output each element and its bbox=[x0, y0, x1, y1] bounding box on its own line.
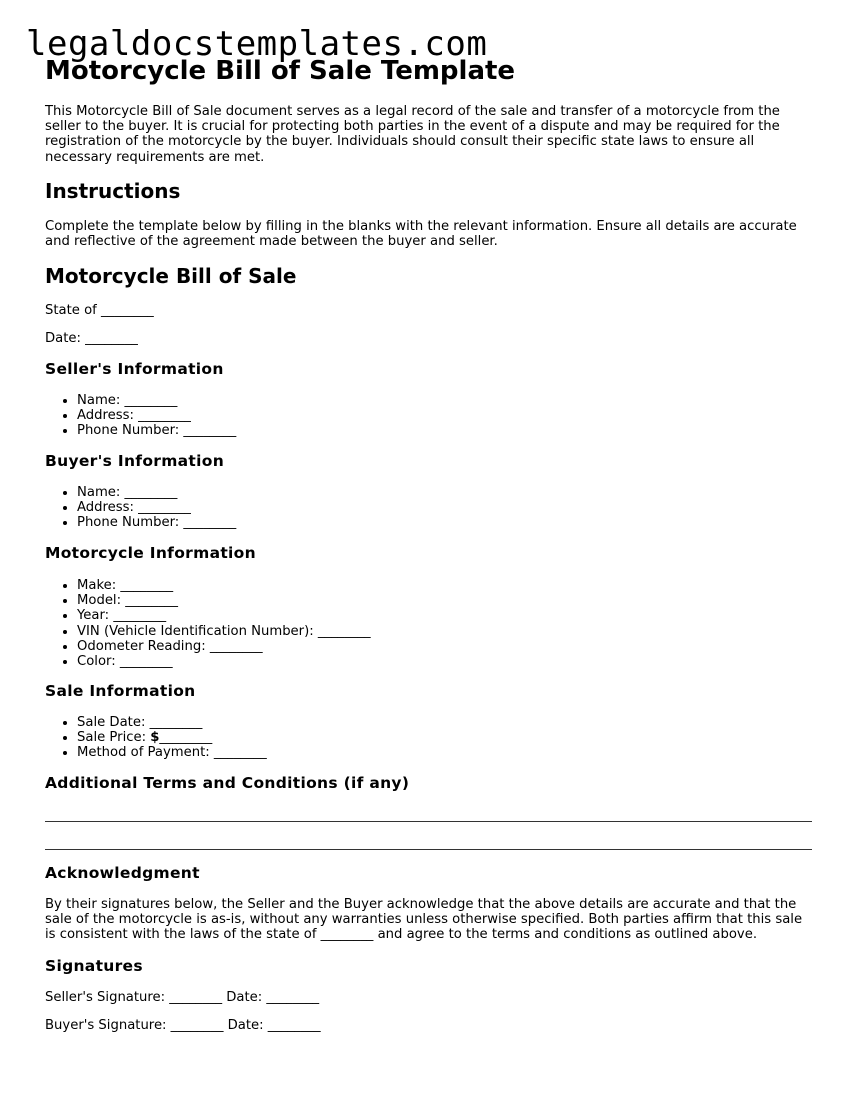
make-field: • Make: ________ bbox=[77, 578, 371, 593]
sale-price-label: Sale Price: bbox=[77, 730, 151, 746]
terms-heading: Additional Terms and Conditions (if any) bbox=[45, 774, 410, 792]
date-field: Date: ________ bbox=[45, 331, 138, 346]
bill-heading: Motorcycle Bill of Sale bbox=[45, 264, 297, 288]
buyer-heading: Buyer's Information bbox=[45, 452, 225, 470]
seller-signature-line: Seller's Signature: ________ Date: ________ bbox=[45, 990, 320, 1005]
buyer-phone-field: • Phone Number: ________ bbox=[77, 515, 236, 530]
sale-list bbox=[45, 715, 267, 761]
seller-list bbox=[45, 393, 236, 439]
payment-method-field: • Method of Payment: ________ bbox=[77, 745, 267, 760]
buyer-name-field: • Name: ________ bbox=[77, 485, 236, 500]
terms-line-1 bbox=[45, 821, 812, 822]
acknowledgment-heading: Acknowledgment bbox=[45, 864, 200, 882]
sale-price-field bbox=[77, 730, 267, 745]
signatures-heading: Signatures bbox=[45, 957, 143, 975]
seller-address-field: • Address: ________ bbox=[77, 408, 236, 423]
site-watermark: legaldocstemplates.com bbox=[26, 24, 488, 64]
dollar-sign: $ bbox=[150, 730, 160, 746]
instructions-paragraph: Complete the template below by filling in the blanks with the relevant information. Ensure all details are accurate and reflective of the agreement made between the buyer and seller. bbox=[45, 219, 797, 250]
sale-price-blank: ________ bbox=[159, 730, 213, 746]
intro-paragraph: This Motorcycle Bill of Sale document serves as a legal record of the sale and transfer of a motorcycle from the seller to the buyer. It is crucial for protecting both parties in the event of a dispute and may be required for the registration of the motorcycle by the buyer. Individuals should consult their specific state laws to ensure all necessary requirements are met. bbox=[45, 104, 780, 165]
odometer-field: • Odometer Reading: ________ bbox=[77, 639, 371, 654]
seller-phone-field: • Phone Number: ________ bbox=[77, 423, 236, 438]
seller-name-field: • Name: ________ bbox=[77, 393, 236, 408]
color-field: • Color: ________ bbox=[77, 654, 371, 669]
instructions-heading: Instructions bbox=[45, 179, 181, 203]
vin-field: • VIN (Vehicle Identification Number): ________ bbox=[77, 624, 371, 639]
motorcycle-list bbox=[45, 578, 371, 669]
buyer-address-field: • Address: ________ bbox=[77, 500, 236, 515]
acknowledgment-paragraph: By their signatures below, the Seller and the Buyer acknowledge that the above details are accurate and that the sale of the motorcycle is as-is, without any warranties unless otherwise specified. Both parties affirm that this sale is consistent with the laws of the state of ________ and agree to the terms and conditions as outlined above. bbox=[45, 897, 803, 943]
seller-heading: Seller's Information bbox=[45, 360, 224, 378]
sale-heading: Sale Information bbox=[45, 682, 196, 700]
page-title: Motorcycle Bill of Sale Template bbox=[45, 56, 516, 86]
year-field: • Year: ________ bbox=[77, 608, 371, 623]
model-field: • Model: ________ bbox=[77, 593, 371, 608]
buyer-list bbox=[45, 485, 236, 531]
terms-line-2 bbox=[45, 849, 812, 850]
buyer-signature-line: Buyer's Signature: ________ Date: ________ bbox=[45, 1018, 321, 1033]
state-field: State of ________ bbox=[45, 303, 154, 318]
motorcycle-heading: Motorcycle Information bbox=[45, 544, 256, 562]
sale-date-field: • Sale Date: ________ bbox=[77, 715, 267, 730]
